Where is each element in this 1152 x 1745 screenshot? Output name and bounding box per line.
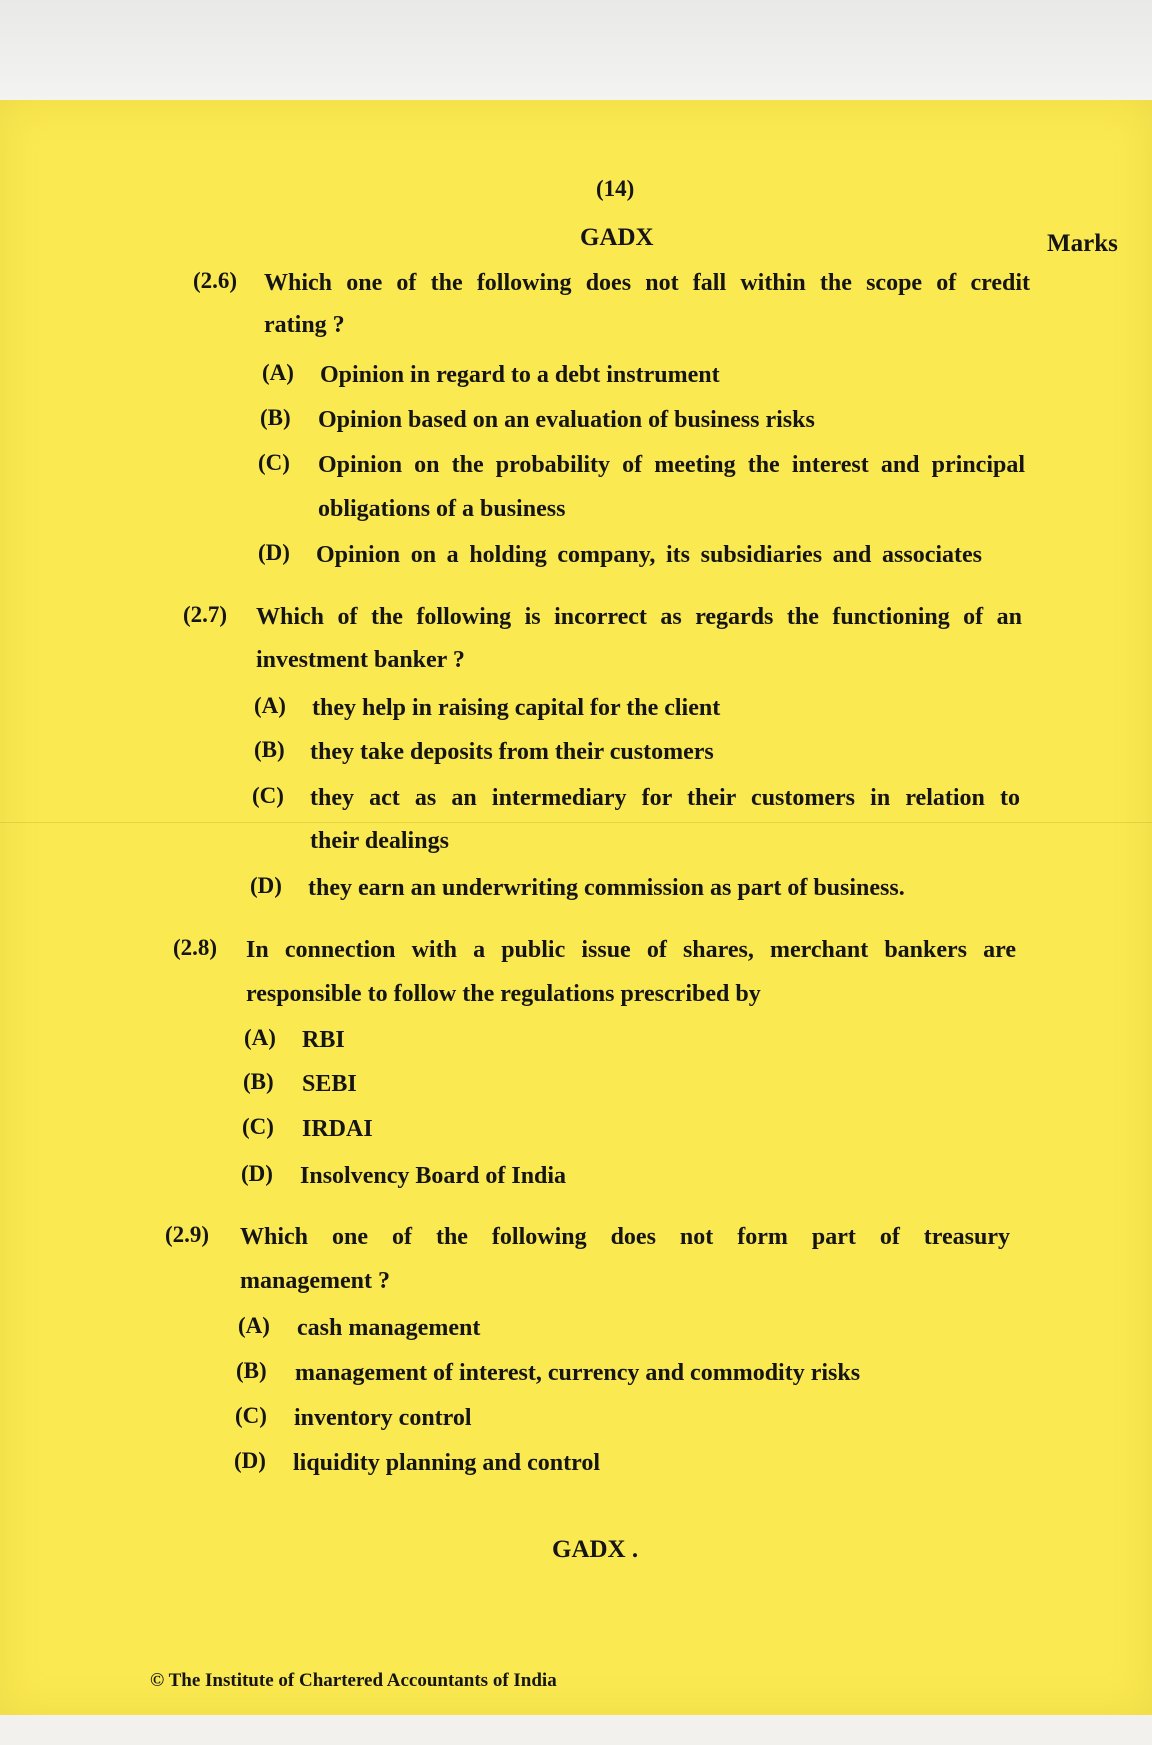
- option-letter: (D): [241, 1161, 273, 1186]
- option-letter: (A): [254, 693, 286, 718]
- question-text-line: responsible to follow the regulations prescribed by: [246, 981, 761, 1007]
- option-text: Opinion in regard to a debt instrument: [320, 362, 720, 388]
- option-text: Opinion on the probability of meeting the interest and principal: [318, 452, 1025, 478]
- option-letter: (B): [243, 1069, 274, 1094]
- option-letter: (C): [252, 783, 284, 808]
- question-number: (2.8): [173, 935, 218, 960]
- page-fold-line: [0, 822, 1152, 823]
- option-letter: (B): [254, 737, 285, 762]
- question-text-line: management ?: [240, 1268, 390, 1294]
- option-letter: (A): [244, 1025, 276, 1050]
- scan-top-margin: [0, 0, 1152, 100]
- option-text: they earn an underwriting commission as part of business.: [308, 875, 905, 901]
- marks-label: Marks: [1047, 230, 1118, 257]
- option-text: Opinion based on an evaluation of business risks: [318, 407, 815, 433]
- option-letter: (D): [250, 873, 282, 898]
- question-text-line: investment banker ?: [256, 647, 465, 673]
- question-text-line: In connection with a public issue of shares, merchant bankers are: [246, 937, 1016, 963]
- copyright-notice: © The Institute of Chartered Accountants of India: [150, 1670, 557, 1691]
- question-text-line: Which one of the following does not form part of treasury: [240, 1224, 1010, 1250]
- question-text-line: rating ?: [264, 312, 345, 338]
- paper-code-footer: GADX .: [552, 1536, 639, 1563]
- option-text: SEBI: [302, 1071, 357, 1097]
- option-text: they act as an intermediary for their customers in relation to: [310, 785, 1020, 811]
- option-text: their dealings: [310, 828, 449, 854]
- paper-code-header: GADX: [580, 224, 654, 251]
- option-text: they take deposits from their customers: [310, 739, 714, 765]
- option-letter: (A): [262, 360, 294, 385]
- option-letter: (B): [236, 1358, 267, 1383]
- option-text: RBI: [302, 1027, 345, 1053]
- question-text-line: Which of the following is incorrect as regards the functioning of an: [256, 604, 1022, 630]
- option-text: Opinion on a holding company, its subsidiaries and associates: [316, 542, 982, 568]
- scan-bottom-margin: [0, 1715, 1152, 1745]
- option-letter: (C): [258, 450, 290, 475]
- option-letter: (D): [234, 1448, 266, 1473]
- option-text: cash management: [297, 1315, 481, 1341]
- option-text: inventory control: [294, 1405, 472, 1431]
- option-letter: (B): [260, 405, 291, 430]
- option-letter: (C): [235, 1403, 267, 1428]
- option-text: IRDAI: [302, 1116, 373, 1142]
- question-number: (2.7): [183, 602, 228, 627]
- question-text-line: Which one of the following does not fall within the scope of credit: [264, 270, 1030, 296]
- option-letter: (A): [238, 1313, 270, 1338]
- option-letter: (C): [242, 1114, 274, 1139]
- question-number: (2.6): [193, 268, 238, 293]
- option-text: Insolvency Board of India: [300, 1163, 567, 1189]
- option-text: management of interest, currency and commodity risks: [295, 1360, 861, 1386]
- option-letter: (D): [258, 540, 290, 565]
- option-text: they help in raising capital for the client: [312, 695, 721, 721]
- page-number: (14): [596, 176, 635, 201]
- question-number: (2.9): [165, 1222, 210, 1247]
- option-text: obligations of a business: [318, 496, 566, 522]
- option-text: liquidity planning and control: [293, 1450, 601, 1476]
